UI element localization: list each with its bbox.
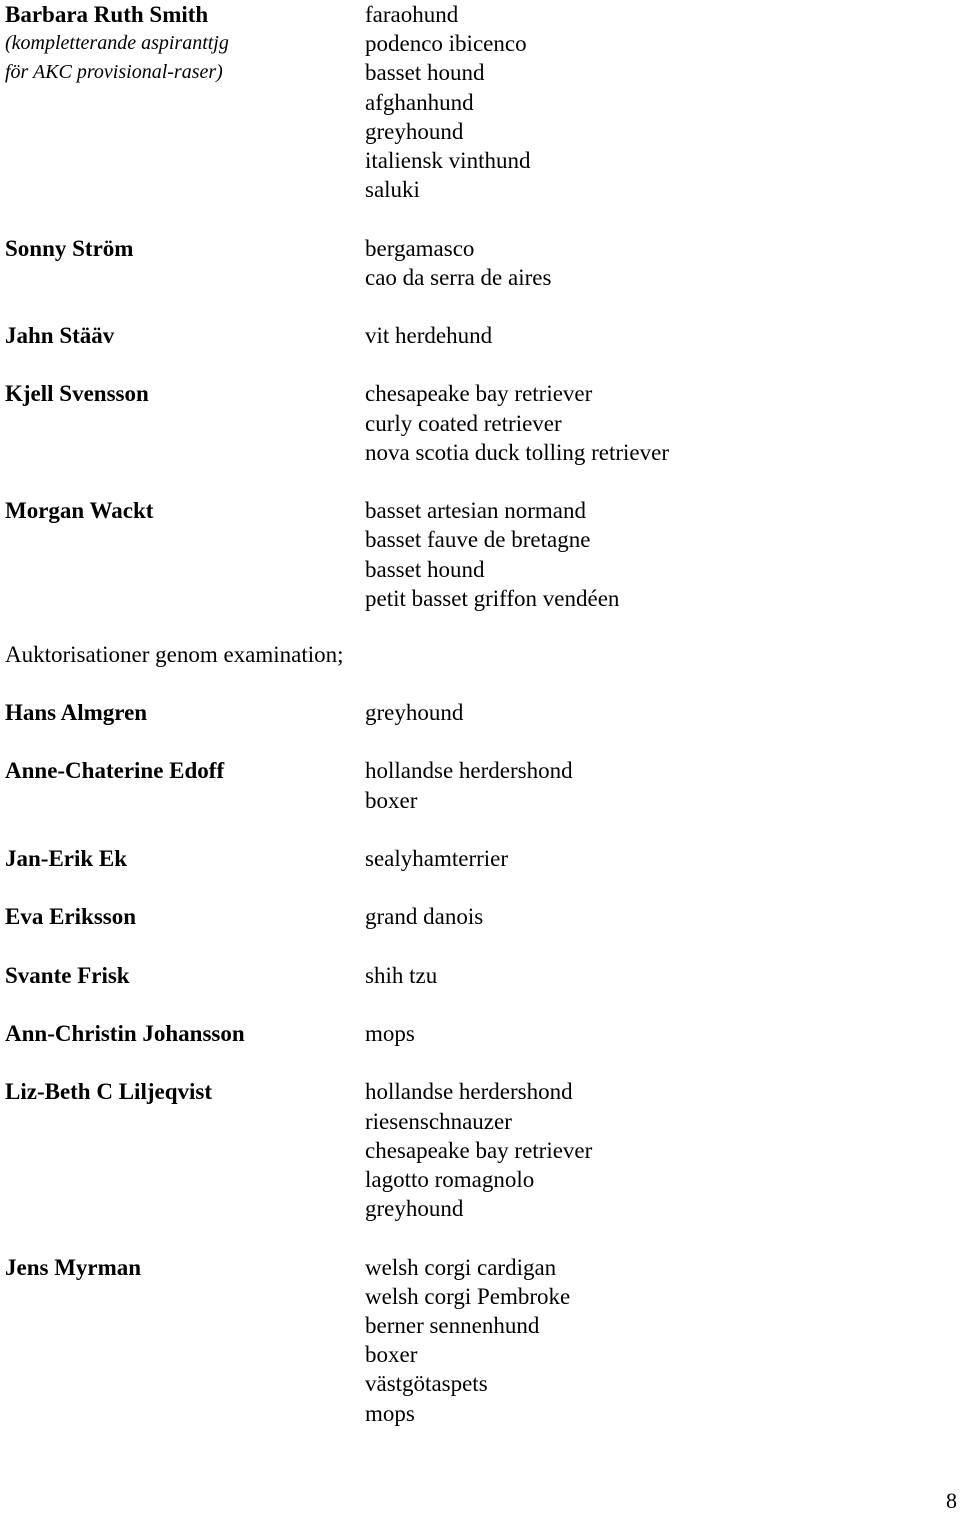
breed-list <box>365 844 960 873</box>
breed-item: podenco ibicenco <box>365 31 527 57</box>
judge-name: Liz-Beth C Liljeqvist <box>5 1079 212 1105</box>
breed-item: lagotto romagnolo <box>365 1167 535 1192</box>
judge-column <box>0 902 365 931</box>
judge-entry <box>0 321 960 350</box>
breed-item: mops <box>365 1021 415 1047</box>
breed-list <box>365 756 960 814</box>
judge-name: Jens Myrman <box>5 1254 142 1280</box>
judge-name: Kjell Svensson <box>5 381 149 407</box>
breed-item: boxer <box>365 787 418 813</box>
judge-name: Ann-Christin Johansson <box>5 1021 245 1047</box>
judge-entry <box>0 844 960 873</box>
judge-column <box>0 756 365 814</box>
breed-list <box>365 496 960 613</box>
breed-item: bergamasco <box>365 235 475 261</box>
judge-entry <box>0 234 960 292</box>
judge-column <box>0 0 365 204</box>
breed-list <box>365 1253 960 1428</box>
breed-item: cao da serra de aires <box>365 264 552 290</box>
breed-list <box>365 321 960 350</box>
judge-column <box>0 379 365 467</box>
breed-item: shih tzu <box>365 962 438 988</box>
breed-item: basset hound <box>365 556 485 582</box>
breed-item: grand danois <box>365 904 484 930</box>
breed-list <box>365 379 960 467</box>
judge-name: Anne-Chaterine Edoff <box>5 758 225 784</box>
judge-column <box>0 1077 365 1223</box>
breed-list <box>365 698 960 727</box>
breed-item: basset hound <box>365 60 485 86</box>
breed-list <box>365 234 960 292</box>
judge-note: för AKC provisional-raser) <box>5 61 223 84</box>
judge-name: Morgan Wackt <box>5 498 154 524</box>
judge-name: Eva Eriksson <box>5 904 137 930</box>
judge-column <box>0 844 365 873</box>
breed-item: curly coated retriever <box>365 410 562 436</box>
judge-name: Barbara Ruth Smith <box>5 2 209 27</box>
breed-item: chesapeake bay retriever <box>365 1137 593 1163</box>
judge-name: Svante Frisk <box>5 962 130 988</box>
breed-item: basset fauve de bretagne <box>365 527 591 553</box>
breed-item: petit basset griffon vendéen <box>365 585 620 611</box>
breed-item: boxer <box>365 1342 418 1368</box>
judge-column <box>0 321 365 350</box>
breed-item: saluki <box>365 177 420 203</box>
judge-name: Jan-Erik Ek <box>5 845 128 871</box>
breed-item: basset artesian normand <box>365 498 586 524</box>
judge-entry <box>0 0 960 204</box>
breed-item: berner sennenhund <box>365 1312 540 1338</box>
breed-item: mops <box>365 1400 415 1426</box>
judge-note: (kompletterande aspiranttjg <box>5 32 229 55</box>
judge-name: Hans Almgren <box>5 700 148 725</box>
breed-item: sealyhamterrier <box>365 845 509 871</box>
breed-item: greyhound <box>365 1196 464 1222</box>
breed-item: hollandse herdershond <box>365 1079 573 1105</box>
judge-entry <box>0 496 960 613</box>
breed-item: västgötaspets <box>365 1371 488 1397</box>
breed-item: welsh corgi Pembroke <box>365 1283 571 1309</box>
breed-item: riesenschnauzer <box>365 1108 512 1134</box>
breed-item: welsh corgi cardigan <box>365 1254 557 1280</box>
breed-item: nova scotia duck tolling retriever <box>365 439 670 465</box>
examination-judge-list-section <box>0 698 960 1457</box>
judge-column <box>0 234 365 292</box>
examination-heading: Auktorisationer genom examination; <box>5 642 344 667</box>
breed-item: vit herdehund <box>365 323 493 349</box>
judge-column <box>0 1019 365 1048</box>
judge-entry <box>0 756 960 814</box>
breed-list <box>365 961 960 990</box>
breed-item: faraohund <box>365 2 459 27</box>
breed-list <box>365 1077 960 1223</box>
judge-entry <box>0 1019 960 1048</box>
examination-heading-section <box>0 640 960 669</box>
judge-entry <box>0 902 960 931</box>
judge-list-section <box>0 0 960 642</box>
breed-list <box>365 1019 960 1048</box>
judge-name: Jahn Stääv <box>5 323 115 349</box>
judge-entry <box>0 379 960 467</box>
breed-list <box>365 902 960 931</box>
judge-entry <box>0 961 960 990</box>
judge-entry <box>0 1253 960 1428</box>
breed-item: greyhound <box>365 700 464 725</box>
breed-item: greyhound <box>365 118 464 144</box>
judge-column <box>0 1253 365 1428</box>
breed-item: afghanhund <box>365 89 474 115</box>
judge-name: Sonny Ström <box>5 235 134 261</box>
judge-entry <box>0 698 960 727</box>
breed-item: chesapeake bay retriever <box>365 381 593 407</box>
breed-item: italiensk vinthund <box>365 147 531 173</box>
breed-item: hollandse herdershond <box>365 758 573 784</box>
judge-column <box>0 961 365 990</box>
judge-column <box>0 698 365 727</box>
judge-entry <box>0 1077 960 1223</box>
breed-list <box>365 0 960 204</box>
page-number: 8 <box>946 1488 957 1513</box>
judge-column <box>0 496 365 613</box>
